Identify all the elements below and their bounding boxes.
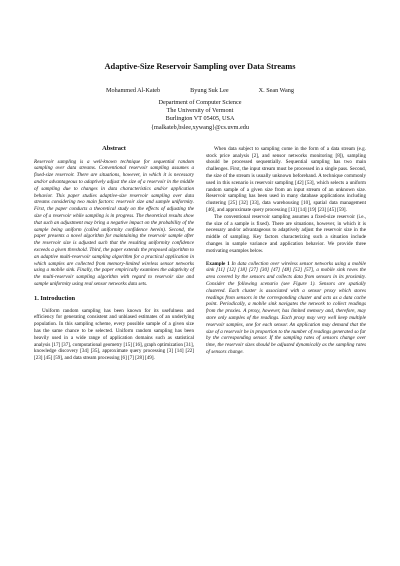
affiliation-department: Department of Computer Science [158, 99, 242, 106]
right-column [206, 146, 366, 362]
example-text: In data collection over wireless sensor networks using a mobile sink [11] [12] [18] [27] [30] [47] [48] [52] [57], a mobile sink roves the area covered by the sensors and collects data from sensors in its proximity. Consider the following scenario (see Figure 1). Sensors are spatially clustered. Each cluster is associated with a sensor proxy which stores readings from sensors in the corresponding cluster and acts as a data cache point. Periodically, a mobile sink navigates the network to collect readings from the proxies. A proxy, however, has limited memory and, therefore, may store only samples of the readings. Each proxy may very well keep multiple reservoir samples, one for each sensor. An application may demand that the size of a reservoir be in proportion to the number of readings generated so far by the corresponding sensor. If the sampling rates of sensors change over time, the reservoir sizes should be adjusted dynamically as the sampling rates of sensors change. [206, 260, 366, 355]
body-paragraph: The conventional reservoir sampling assumes a fixed-size reservoir (i.e., the size of a sample is fixed). There are situations, however, in which it is necessary and/or advantageous to adaptively adjust the reservoir size in the middle of sampling. Key factors characterizing such a situation include changes in sample variance and application behavior. We provide three motivating examples below. [206, 213, 366, 254]
example-label: Example 1 [206, 260, 230, 267]
intro-paragraph: Uniform random sampling has been known for its usefulness and efficiency for generating consistent and unbiased estimates of an underlying population. In this sampling scheme, every possible sample of a given size has the same chance to be selected. Uniform random sampling has been heavily used in a wide range of application domains such as statistical analysis [17] [37], computational geometry [15] [16], graph optimization [31], knowledge discovery [34] [35], approximate query processing [3] [14] [22] [23] [45] [59], and data stream processing [6] [7] [28] [49]. [34, 307, 194, 362]
affiliation-emails: {malkateb,bslee,xywang}@cs.uvm.edu [151, 123, 249, 131]
paper-title: Adaptive-Size Reservoir Sampling over Data Streams [104, 62, 296, 71]
section-heading-introduction: 1. Introduction [34, 294, 76, 302]
author-name: Mohammed Al-Kateb [106, 87, 161, 94]
author-name: Byung Suk Lee [190, 87, 229, 94]
abstract-heading: Abstract [102, 144, 126, 152]
body-columns [34, 146, 366, 362]
author-list [34, 87, 366, 94]
body-paragraph: When data subject to sampling come in the form of a data stream (e.g. stock price analysis [2], and sensor networks monitoring [8]), sampling should be processed sequentially. Sequential sampling has two main challenges. First, the input stream must be processed in a single pass. Second, the size of the stream is usually unknown beforehand. A technique commonly used in this scenario is reservoir sampling [42] [53], which selects a uniform random sample of a given size from an input stream of an unknown size. Reservoir sampling has been used in many database applications including clustering [25] [32] [33], data warehousing [10], spatial data management [46], and approximate query processing [13] [14] [19] [23] [45] [59]. [206, 145, 366, 213]
example-paragraph [206, 261, 366, 356]
affiliation-block [34, 99, 366, 132]
left-column [34, 146, 194, 362]
author-name: X. Sean Wang [258, 87, 294, 94]
affiliation-address: Burlington VT 05405, USA [165, 115, 235, 123]
abstract-text: Reservoir sampling is a well-known technique for sequential random sampling over data streams. Conventional reservoir sampling assumes a fixed-size reservoir. There are situations, however, in which it is necessary and/or advantageous to adaptively adjust the size of a reservoir in the middle of sampling due to changes in data characteristics and/or application behavior. This paper studies adaptive-size reservoir sampling over data streams considering two main factors: reservoir size and sample uniformity. First, the paper conducts a theoretical study on the effects of adjusting the size of a reservoir while sampling is in progress. The theoretical results show that such an adjustment may bring a negative impact on the probability of the sample being uniform (called uniformity confidence herein). Second, the paper presents a novel algorithm for maintaining the reservoir sample after the reservoir size is adjusted such that the resulting uniformity confidence exceeds a given threshold. Third, the paper extends the proposed algorithm to an adaptive multi-reservoir sampling algorithm for a practical application in which samples are collected from memory-limited wireless sensor networks using a mobile sink. Finally, the paper empirically examines the adaptivity of the multi-reservoir sampling algorithm with regard to reservoir size and sample uniformity using real sensor networks data sets. [34, 158, 194, 287]
affiliation-university: The University of Vermont [166, 107, 234, 115]
